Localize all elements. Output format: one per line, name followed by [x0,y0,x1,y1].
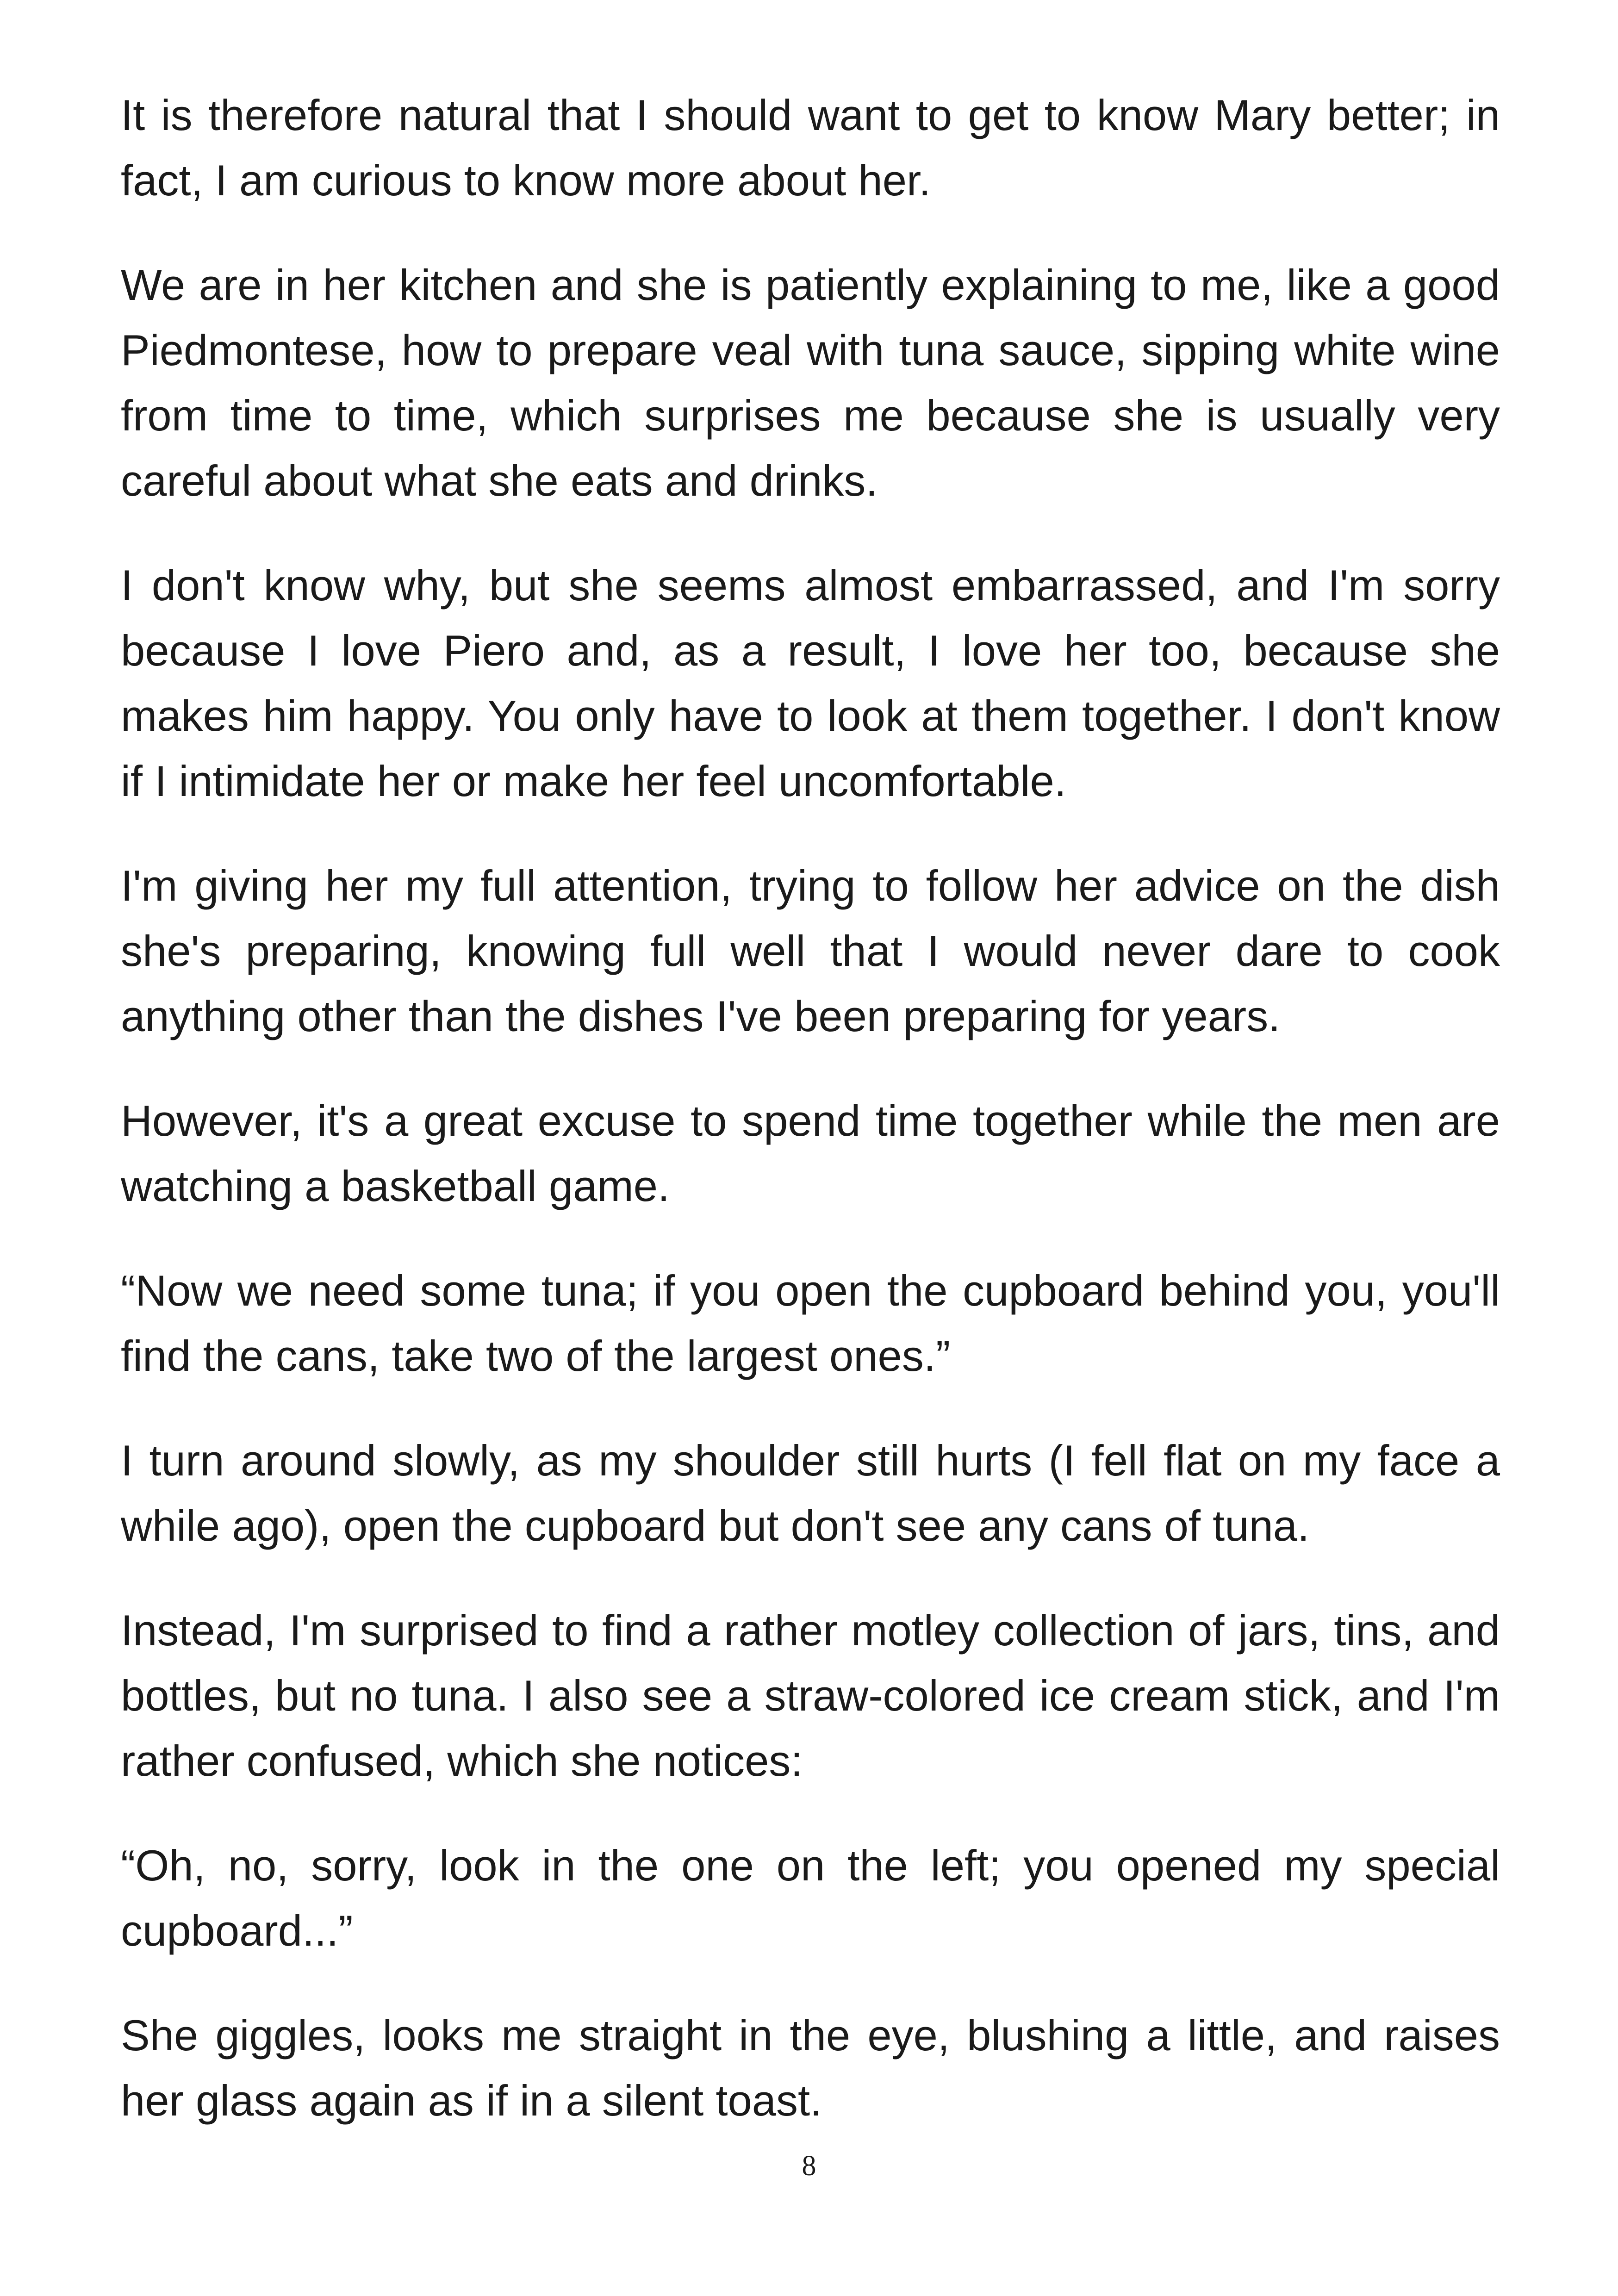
paragraph-1: It is therefore natural that I should want to get to know Mary better; in fact, I am curious to know more about her. [121,91,1500,205]
paragraph-3: I don't know why, but she seems almost embarrassed, and I'm sorry because I love Piero and, as a result, I love her too, because she makes him happy. You only have to look at them together. I don't know if I intimidate her or make her feel uncomfortable. [121,561,1500,805]
paragraph-6: “Now we need some tuna; if you open the cupboard behind you, you'll find the cans, take two of the largest ones.” [121,1266,1500,1380]
paragraph-7: I turn around slowly, as my shoulder still hurts (I fell flat on my face a while ago), open the cupboard but don't see any cans of tuna. [121,1436,1500,1550]
paragraph-9: “Oh, no, sorry, look in the one on the left; you opened my special cupboard...” [121,1841,1500,1955]
body-text [121,82,1500,2172]
paragraph-4: I'm giving her my full attention, trying to follow her advice on the dish she's preparing, knowing full well that I would never dare to cook anything other than the dishes I've been preparing for years. [121,861,1500,1040]
paragraph-2: We are in her kitchen and she is patiently explaining to me, like a good Piedmontese, how to prepare veal with tuna sauce, sipping white wine from time to time, which surprises me because she is usually very careful about what she eats and drinks. [121,261,1500,505]
paragraph-8: Instead, I'm surprised to find a rather motley collection of jars, tins, and bottles, but no tuna. I also see a straw-colored ice cream stick, and I'm rather confused, which she notices: [121,1606,1500,1785]
paragraph-5: However, it's a great excuse to spend time together while the men are watching a basketball game. [121,1096,1500,1210]
page-number: 8 [802,2150,816,2182]
paragraph-10: She giggles, looks me straight in the eye, blushing a little, and raises her glass again as if in a silent toast. [121,2011,1500,2125]
